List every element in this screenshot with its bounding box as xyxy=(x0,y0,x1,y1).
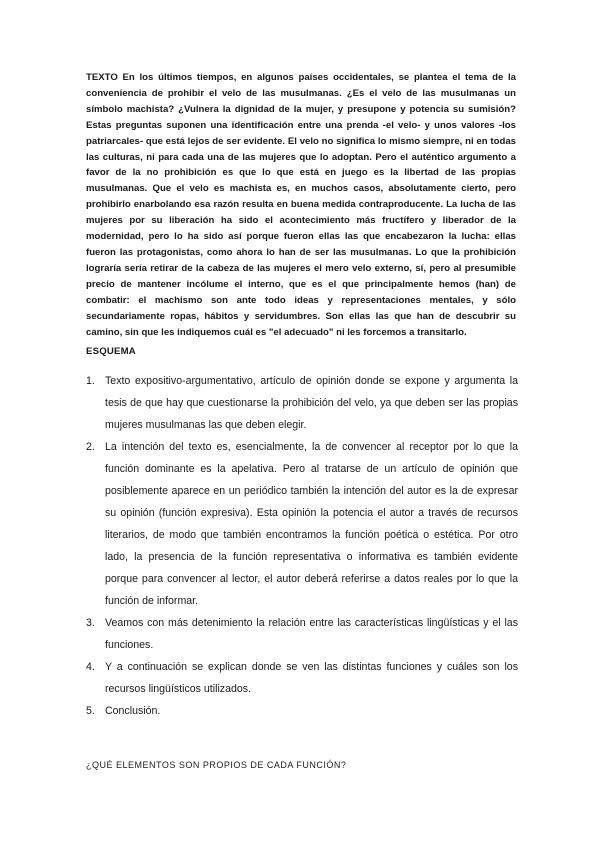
esquema-item xyxy=(86,700,518,722)
esquema-item-number: 1. xyxy=(86,375,95,387)
esquema-item-number: 2. xyxy=(86,441,95,453)
intro-lead: TEXTO xyxy=(86,72,118,83)
intro-body: En los últimos tiempos, en algunos países occidentales, se plantea el tema de la conveniencia de prohibir el velo de las musulmanas. ¿Es el velo de las musulmanas un símbolo machista? ¿Vulnera la dignidad de la mujer, y presupone y potencia su sumisión? Estas preguntas suponen una identificación entre una prenda -el velo- y unos valores -los patriarcales- que está lejos de ser evidente. El velo no significa lo mismo siempre, ni en todas las culturas, ni para cada una de las mujeres que lo adoptan. Pero el auténtico argumento a favor de la no prohibición es que lo que está en juego es la libertad de las propias musulmanas. Que el velo es machista es, en muchos casos, absolutamente cierto, pero prohibirlo enarbolando esa razón resulta en buena medida contraproducente. La lucha de las mujeres por su liberación ha sido el acontecimiento más fructífero y liberador de la modernidad, pero lo ha sido así porque fueron ellas las que encabezaron la lucha: ellas fueron las protagonistas, como ahora lo han de ser las musulmanas. Lo que la prohibición lograría sería retirar de la cabeza de las mujeres el mero velo externo, sí, pero al presumible precio de mantener incólume el interno, que es el que principalmente hemos (han) de combatir: el machismo son ante todo ideas y representaciones mentales, y sólo secundariamente ropas, hábitos y servidumbres. Son ellas las que han de descubrir su camino, sin que les indiquemos cuál es "el adecuado" ni les forcemos a transitarlo. xyxy=(86,72,516,338)
esquema-item-text: Conclusión. xyxy=(105,705,161,717)
esquema-item-text: Texto expositivo-argumentativo, artículo de opinión donde se expone y argumenta la tesis de que hay que cuestionarse la prohibición del velo, ya que deben ser las propias mujeres musulmanas las que deben elegir. xyxy=(105,375,518,431)
esquema-item-text: Veamos con más detenimiento la relación entre las características lingüísticas y el las funciones. xyxy=(105,617,518,651)
esquema-item xyxy=(86,436,518,612)
esquema-list xyxy=(86,370,518,722)
esquema-item-text: La intención del texto es, esencialmente, la de convencer al receptor por lo que la función dominante es la apelativa. Pero al tratarse de un artículo de opinión que posiblemente aparece en un periódico también la intención del autor es la de expresar su opinión (función expresiva). Esta opinión la potencia el autor a través de recursos literarios, de modo que también encontramos la función poética o estética. Por otro lado, la presencia de la función representativa o informativa es también evidente porque para convencer al lector, el autor deberá referirse a datos reales por lo que la función de informar. xyxy=(105,441,518,607)
intro-paragraph xyxy=(86,70,516,340)
esquema-item-number: 3. xyxy=(86,617,95,629)
esquema-item-text: Y a continuación se explican donde se ven las distintas funciones y cuáles son los recursos lingüísticos utilizados. xyxy=(105,661,518,695)
esquema-heading: ESQUEMA xyxy=(86,346,136,357)
esquema-item xyxy=(86,656,518,700)
esquema-item-number: 5. xyxy=(86,705,95,717)
esquema-item xyxy=(86,370,518,436)
section-question-heading: ¿QUÉ ELEMENTOS SON PROPIOS DE CADA FUNCIÓN? xyxy=(86,760,347,770)
esquema-item xyxy=(86,612,518,656)
esquema-item-number: 4. xyxy=(86,661,95,673)
